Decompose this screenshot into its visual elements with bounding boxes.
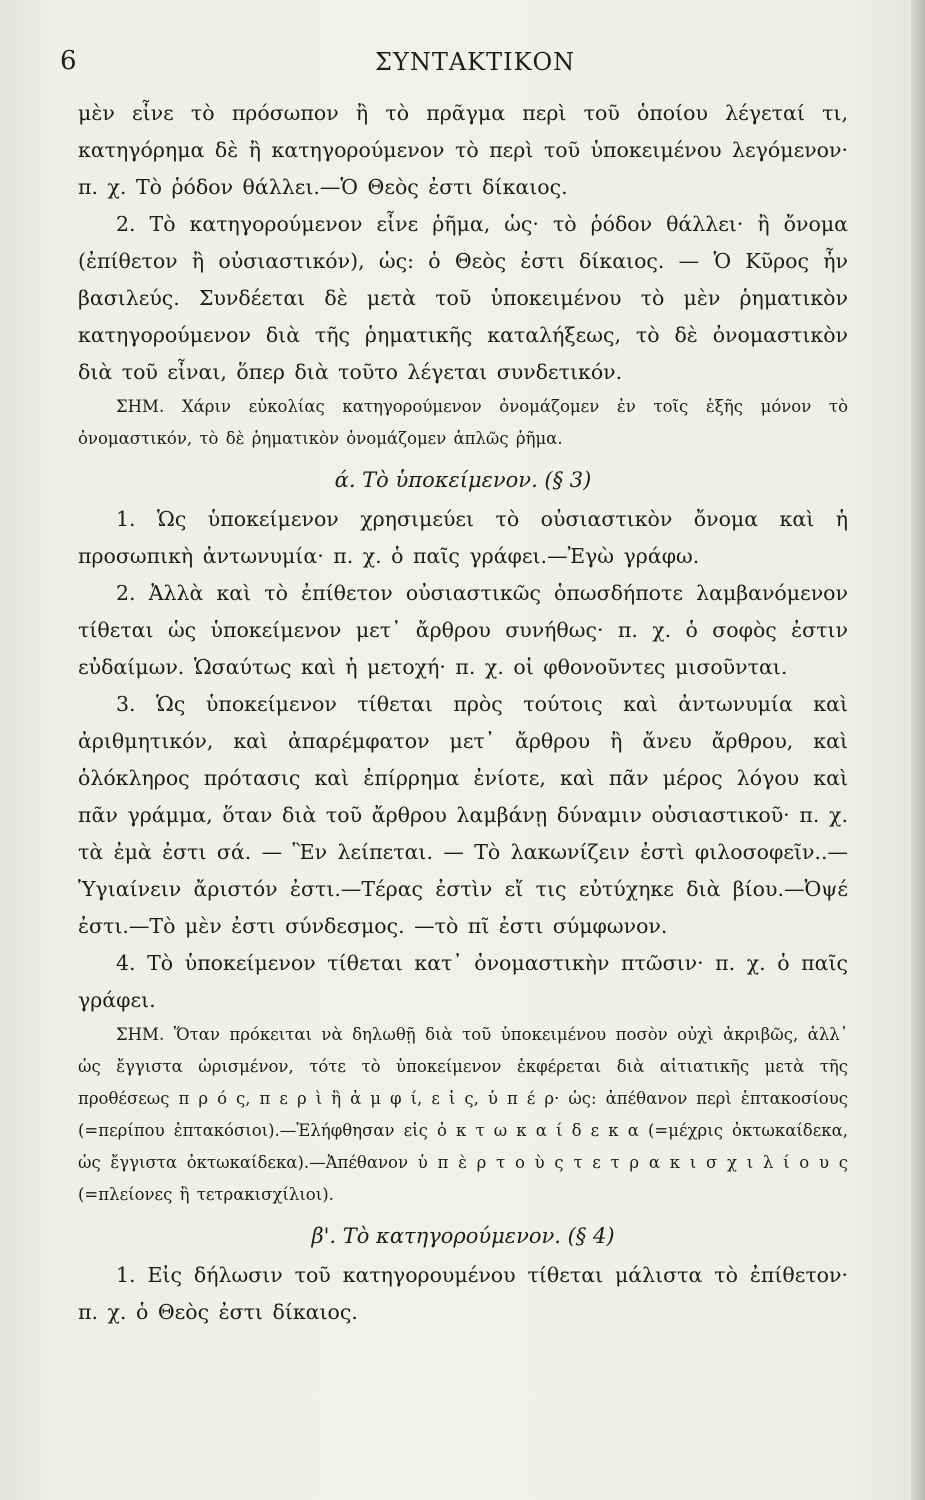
note-1: ΣΗΜ. Χάριν εὐκολίας κατηγορούμενον ὀνομάζομεν ἐν τοῖς ἑξῆς μόνον τὸ ὀνομαστικόν, τὸ δὲ ῥηματικὸν ὀνομάζομεν ἁπλῶς ῥῆμα. [78, 397, 848, 448]
paragraph-a1: 1. Ὡς ὑποκείμενον χρησιμεύει τὸ οὐσιαστικὸν ὄνομα καὶ ἡ προσωπικὴ ἀντωνυμία· π. χ. ὁ παῖς γράφει.—Ἐγὼ γράφω. [78, 507, 848, 568]
paragraph-2: 2. Τὸ κατηγορούμενον εἶνε ῥῆμα, ὡς· τὸ ῥόδον θάλλει· ἢ ὄνομα (ἐπίθετον ἢ οὐσιαστικόν), ὡς: ὁ Θεὸς ἐστι δίκαιος. — Ὁ Κῦρος ἦν βασιλεύς. Συνδέεται δὲ μετὰ τοῦ ὑποκειμένου τὸ μὲν ῥηματικὸν κατηγορούμενον διὰ τῆς ῥηματικῆς καταλήξεως, τὸ δὲ ὀνομαστικὸν διὰ τοῦ εἶναι, ὅπερ διὰ τοῦτο λέγεται συνδετικόν. [78, 212, 848, 384]
paragraph-a4: 4. Τὸ ὑποκείμενον τίθεται κατ᾽ ὀνομαστικὴν πτῶσιν· π. χ. ὁ παῖς γράφει. [78, 951, 848, 1012]
section-heading-subject: ά. Τὸ ὑποκείμενον. (§ 3) [334, 468, 592, 492]
section-heading-predicate: β'. Τὸ κατηγορούμενον. (§ 4) [311, 1224, 615, 1248]
page-body [78, 95, 848, 1331]
paragraph-b1: 1. Εἰς δήλωσιν τοῦ κατηγορουμένου τίθεται μάλιστα τὸ ἐπίθετον· π. χ. ὁ Θεὸς ἐστι δίκαιος. [78, 1263, 848, 1324]
note-2: ΣΗΜ. Ὅταν πρόκειται νὰ δηλωθῇ διὰ τοῦ ὑποκειμένου ποσὸν οὐχὶ ἀκριβῶς, ἀλλ᾽ ὡς ἔγγιστα ὡρισμένον, τότε τὸ ὑποκείμενον ἐκφέρεται διὰ αἰτιατικῆς μετὰ τῆς προθέσεως π ρ ό ς, π ε ρ ὶ ἢ ἀ μ φ ί, ε ἰ ς, ὑ π έ ρ· ὡς: ἀπέθανον περὶ ἑπτακοσίους (=περίπου ἑπτακόσιοι).—Ἐλήφθησαν εἰς ὀ κ τ ω κ α ί δ ε κ α (=μέχρις ὀκτωκαίδεκα, ὡς ἔγγιστα ὀκτωκαίδεκα).—Ἀπέθανον ὑ π ὲ ρ τ ο ὺ ς τ ε τ ρ α κ ι σ χ ι λ ί ο υ ς (=πλείονες ἢ τετρακισχίλιοι). [78, 1025, 848, 1204]
paragraph-a3: 3. Ὡς ὑποκείμενον τίθεται πρὸς τούτοις καὶ ἀντωνυμία καὶ ἀριθμητικόν, καὶ ἀπαρέμφατον μετ᾽ ἄρθρου ἢ ἄνευ ἄρθρου, καὶ ὁλόκληρος πρότασις καὶ ἐπίρρημα ἐνίοτε, καὶ πᾶν μέρος λόγου καὶ πᾶν γράμμα, ὅταν διὰ τοῦ ἄρθρου λαμβάνῃ δύναμιν οὐσιαστικοῦ· π. χ. τὰ ἐμὰ ἐστι σά. — Ἓν λείπεται. — Τὸ λακωνίζειν ἐστὶ φιλοσοφεῖν..—Ὑγιαίνειν ἄριστόν ἐστι.—Τέρας ἐστὶν εἴ τις εὐτύχηκε διὰ βίου.—Ὀψέ ἐστι.—Τὸ μὲν ἐστι σύνδεσμος. —τὸ πῖ ἐστι σύμφωνον. [78, 692, 848, 938]
paragraph-intro: μὲν εἶνε τὸ πρόσωπον ἢ τὸ πρᾶγμα περὶ τοῦ ὁποίου λέγεταί τι, κατηγόρημα δὲ ἢ κατηγορούμενον τὸ περὶ τοῦ ὑποκειμένου λεγόμενον· π. χ. Τὸ ῥόδον θάλλει.—Ὁ Θεὸς ἐστι δίκαιος. [78, 101, 848, 199]
page-number: 6 [60, 46, 77, 76]
paragraph-a2: 2. Ἀλλὰ καὶ τὸ ἐπίθετον οὐσιαστικῶς ὁπωσδήποτε λαμβανόμενον τίθεται ὡς ὑποκείμενον μετ᾽ ἄρθρου συνήθως· π. χ. ὁ σοφὸς ἐστιν εὐδαίμων. Ὡσαύτως καὶ ἡ μετοχή· π. χ. οἱ φθονοῦντες μισοῦνται. [78, 581, 848, 679]
running-title: ΣΥΝΤΑΚΤΙΚΟΝ [375, 48, 576, 76]
page-spine-edge [911, 0, 925, 1500]
